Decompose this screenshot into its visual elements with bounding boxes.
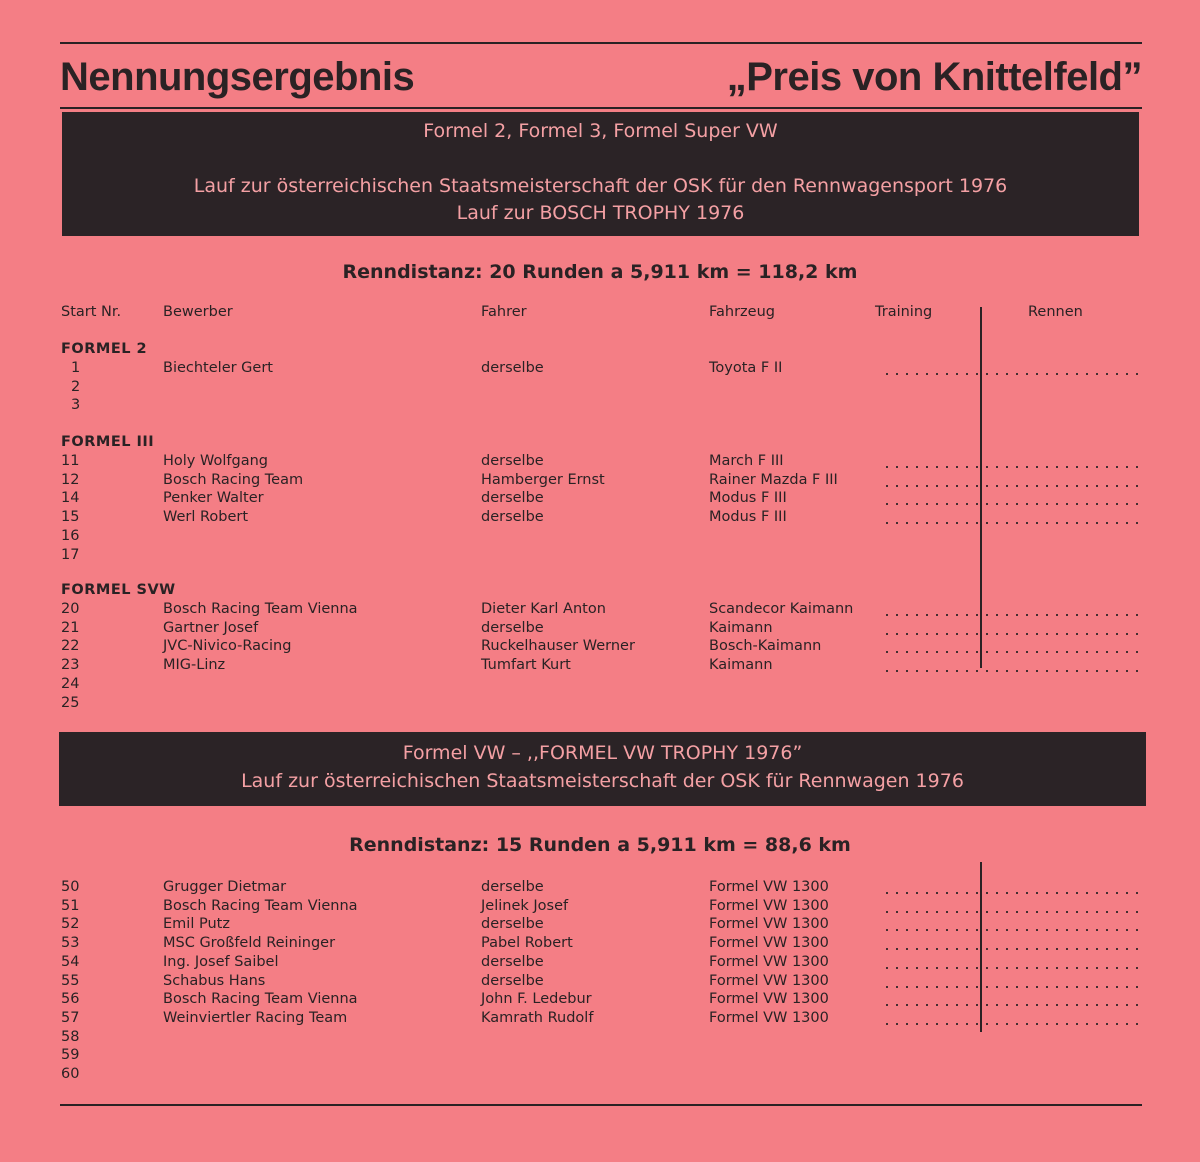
car: Scandecor Kaimann <box>709 601 854 617</box>
car: Kaimann <box>709 619 773 636</box>
driver: Tumfart Kurt <box>481 657 571 674</box>
start-number: 52 <box>61 916 80 933</box>
result-dotted-line <box>882 633 1142 635</box>
car: March F III <box>709 453 784 469</box>
entrant: Penker Walter <box>163 490 264 507</box>
entrant: MIG-Linz <box>163 657 226 674</box>
col-header-bewerber: Bewerber <box>163 304 233 320</box>
entrant: Bosch Racing Team Vienna <box>163 991 358 1008</box>
driver: Dieter Karl Anton <box>481 601 606 617</box>
driver: Ruckelhauser Werner <box>481 638 635 655</box>
start-number: 55 <box>61 972 80 989</box>
banner1-line2: Lauf zur österreichischen Staatsmeisterschaft der OSK für den Rennwagensport 1976 <box>193 175 1008 197</box>
banner1-line3: Lauf zur BOSCH TROPHY 1976 <box>456 202 745 224</box>
car: Rainer Mazda F III <box>709 471 838 488</box>
start-number: 14 <box>61 490 80 507</box>
top-rule <box>60 42 1142 44</box>
car: Bosch-Kaimann <box>709 638 822 655</box>
header-banner-2 <box>59 732 1146 806</box>
car: Modus F III <box>709 509 787 526</box>
banner2-line2: Lauf zur österreichischen Staatsmeisterschaft der OSK für Rennwagen 1976 <box>241 770 964 792</box>
section-heading: FORMEL 2 <box>61 341 148 357</box>
entrant: Werl Robert <box>163 509 249 526</box>
start-number: 53 <box>61 935 80 952</box>
col-header-rennen: Rennen <box>1028 304 1083 320</box>
car: Formel VW 1300 <box>709 953 829 970</box>
start-number: 60 <box>61 1066 80 1082</box>
car: Formel VW 1300 <box>709 991 829 1008</box>
banner1-line1: Formel 2, Formel 3, Formel Super VW <box>423 120 778 142</box>
result-dotted-line <box>882 466 1142 468</box>
entrant: JVC-Nivico-Racing <box>163 638 292 655</box>
driver: derselbe <box>481 953 544 970</box>
result-dotted-line <box>882 503 1142 505</box>
start-number: 11 <box>61 453 80 469</box>
result-dotted-line <box>882 1004 1142 1006</box>
driver: derselbe <box>481 360 544 376</box>
title-rule <box>60 107 1142 109</box>
training-race-divider-2 <box>980 862 982 1032</box>
car: Formel VW 1300 <box>709 935 829 952</box>
start-number: 51 <box>61 897 80 914</box>
result-dotted-line <box>882 614 1142 616</box>
driver: Jelinek Josef <box>481 897 569 914</box>
start-number: 58 <box>61 1028 80 1045</box>
car: Modus F III <box>709 490 787 507</box>
start-number: 25 <box>61 694 80 711</box>
result-dotted-line <box>882 670 1142 672</box>
start-number: 20 <box>61 601 80 617</box>
header-banner-1 <box>62 112 1139 236</box>
start-number: 57 <box>61 1009 80 1026</box>
car: Formel VW 1300 <box>709 916 829 933</box>
entrant: Gartner Josef <box>163 619 259 636</box>
entrant: Bosch Racing Team <box>163 471 304 488</box>
driver: derselbe <box>481 916 544 933</box>
result-dotted-line <box>882 892 1142 894</box>
result-dotted-line <box>882 522 1142 524</box>
start-number: 56 <box>61 991 80 1008</box>
result-dotted-line <box>882 929 1142 931</box>
start-number: 24 <box>61 675 80 692</box>
driver: Pabel Robert <box>481 935 573 952</box>
entrant: Bosch Racing Team Vienna <box>163 601 358 617</box>
result-dotted-line <box>882 911 1142 913</box>
banner2-line1: Formel VW – ,,FORMEL VW TROPHY 1976” <box>402 742 803 764</box>
driver: derselbe <box>481 619 544 636</box>
car: Toyota F II <box>709 360 783 376</box>
entrant: Schabus Hans <box>163 972 266 989</box>
driver: derselbe <box>481 879 544 895</box>
start-number: 15 <box>61 509 80 526</box>
driver: derselbe <box>481 509 544 526</box>
entrant: Bosch Racing Team Vienna <box>163 897 358 914</box>
entrant: MSC Großfeld Reininger <box>163 935 336 952</box>
driver: Kamrath Rudolf <box>481 1009 594 1026</box>
col-header-fahrzeug: Fahrzeug <box>709 304 775 320</box>
result-dotted-line <box>882 373 1142 375</box>
start-number: 17 <box>61 546 80 563</box>
entrant: Biechteler Gert <box>163 360 273 376</box>
driver: derselbe <box>481 490 544 507</box>
start-number: 22 <box>61 638 80 655</box>
car: Kaimann <box>709 657 773 674</box>
section-heading: FORMEL III <box>61 434 155 450</box>
driver: derselbe <box>481 453 544 469</box>
entrant: Grugger Dietmar <box>163 879 287 895</box>
event-title: „Preis von Knittelfeld” <box>726 55 1142 99</box>
start-number: 21 <box>61 619 80 636</box>
entrant: Weinviertler Racing Team <box>163 1009 348 1026</box>
result-dotted-line <box>882 1023 1142 1025</box>
car: Formel VW 1300 <box>709 897 829 914</box>
start-number: 3 <box>71 397 81 414</box>
driver: Hamberger Ernst <box>481 471 605 488</box>
driver: John F. Ledebur <box>481 991 592 1008</box>
entrant: Emil Putz <box>163 916 230 933</box>
start-number: 23 <box>61 657 80 674</box>
car: Formel VW 1300 <box>709 972 829 989</box>
result-dotted-line <box>882 651 1142 653</box>
result-dotted-line <box>882 948 1142 950</box>
start-number: 54 <box>61 953 80 970</box>
start-number: 16 <box>61 527 80 544</box>
section-heading: FORMEL SVW <box>61 582 176 598</box>
start-number: 50 <box>61 879 80 895</box>
result-dotted-line <box>882 485 1142 487</box>
entrant: Ing. Josef Saibel <box>163 953 279 970</box>
race-distance-1: Renndistanz: 20 Runden a 5,911 km = 118,2 km <box>342 261 858 283</box>
result-dotted-line <box>882 986 1142 988</box>
driver: derselbe <box>481 972 544 989</box>
page-title: Nennungsergebnis <box>60 55 415 99</box>
start-number: 12 <box>61 471 80 488</box>
col-header-start-nr: Start Nr. <box>61 304 122 320</box>
start-number: 59 <box>61 1047 80 1064</box>
start-number: 2 <box>71 378 81 395</box>
bottom-rule <box>60 1104 1142 1106</box>
car: Formel VW 1300 <box>709 1009 829 1026</box>
result-dotted-line <box>882 967 1142 969</box>
col-header-fahrer: Fahrer <box>481 304 527 320</box>
car: Formel VW 1300 <box>709 879 829 895</box>
start-number: 1 <box>71 360 81 376</box>
col-header-training: Training <box>875 304 933 320</box>
entrant: Holy Wolfgang <box>163 453 268 469</box>
race-distance-2: Renndistanz: 15 Runden a 5,911 km = 88,6 km <box>349 834 851 856</box>
